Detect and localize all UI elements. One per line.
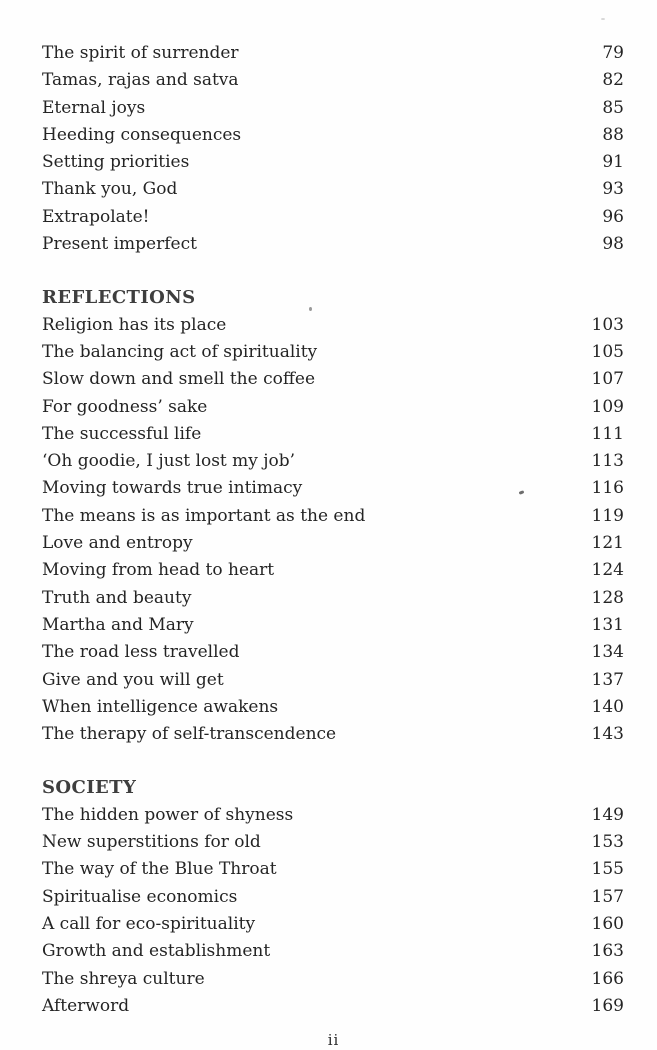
toc-entry-page-number: 113 <box>591 451 624 472</box>
toc-entry-title: Spiritualise economics <box>42 886 238 907</box>
toc-entry-title: ‘Oh goodie, I just lost my job’ <box>42 451 296 472</box>
toc-entry-row <box>42 339 624 366</box>
toc-entry-title: Martha and Mary <box>42 614 194 635</box>
toc-entry-page-number: 116 <box>591 478 624 499</box>
toc-entry-title: Slow down and smell the coffee <box>42 369 316 390</box>
toc-entry-row <box>42 475 624 502</box>
toc-entry-title: Tamas, rajas and satva <box>42 70 239 91</box>
toc-entry-title: The shreya culture <box>42 968 205 989</box>
toc-entry-page-number: 163 <box>591 941 624 962</box>
toc-entry-row <box>42 639 624 666</box>
toc-entry-title: The successful life <box>42 423 202 444</box>
scan-speck <box>309 307 312 311</box>
toc-entry-title: The balancing act of spirituality <box>42 341 318 362</box>
toc-entry-row <box>42 530 624 557</box>
toc-entry-title: The spirit of surrender <box>42 43 239 63</box>
toc-entry-title: Love and entropy <box>42 533 193 554</box>
toc-entry-title: Truth and beauty <box>42 587 192 608</box>
table-of-contents <box>42 40 624 1020</box>
toc-entry-title: The way of the Blue Throat <box>42 859 277 880</box>
toc-entry-page-number: 153 <box>591 832 624 853</box>
toc-entry-title: Give and you will get <box>42 669 224 690</box>
toc-entry-page-number: 137 <box>591 669 624 690</box>
toc-entry-row <box>42 204 624 231</box>
toc-entry-page-number: 160 <box>591 913 624 934</box>
toc-entry-page-number: 119 <box>591 505 624 526</box>
toc-entry-row <box>42 122 624 149</box>
toc-entry-row <box>42 312 624 339</box>
toc-entry-page-number: 88 <box>602 124 624 145</box>
toc-entry-row <box>42 503 624 530</box>
toc-entry-page-number: 96 <box>602 206 624 227</box>
toc-entry-row <box>42 448 624 475</box>
toc-entry-page-number: 124 <box>591 560 624 581</box>
toc-entry-page-number: 157 <box>591 886 624 907</box>
toc-entry-row <box>42 911 624 938</box>
toc-entry-row <box>42 585 624 612</box>
toc-entry-page-number: 166 <box>591 968 624 989</box>
toc-entry-title: The means is as important as the end <box>42 505 366 526</box>
toc-entry-row <box>42 829 624 856</box>
toc-entry-row <box>42 938 624 965</box>
toc-entry-title: Moving towards true intimacy <box>42 478 303 499</box>
toc-entry-row <box>42 856 624 883</box>
toc-entry-page-number: 143 <box>591 724 624 745</box>
toc-entry-title: For goodness’ sake <box>42 396 208 417</box>
toc-entry-row <box>42 721 624 748</box>
toc-entry-row <box>42 557 624 584</box>
toc-entry-row <box>42 149 624 176</box>
toc-entry-title: Setting priorities <box>42 152 190 173</box>
scan-speck <box>601 18 605 20</box>
toc-entry-title: The road less travelled <box>42 642 240 663</box>
toc-entry-title: Heeding consequences <box>42 124 242 145</box>
toc-entry-page-number: 91 <box>602 152 624 173</box>
toc-entry-title: Afterword <box>42 995 130 1016</box>
toc-entry-row <box>42 40 624 67</box>
section-heading: REFLECTIONS <box>42 287 196 309</box>
toc-entry-title: Present imperfect <box>42 234 197 255</box>
toc-entry-page-number: 111 <box>591 423 624 444</box>
toc-entry-row <box>42 802 624 829</box>
toc-entry-row <box>42 667 624 694</box>
toc-entry-row <box>42 966 624 993</box>
toc-entry-page-number: 131 <box>591 614 624 635</box>
toc-entry-title: A call for eco-spirituality <box>42 913 256 934</box>
toc-entry-title: Extrapolate! <box>42 206 150 227</box>
toc-entry-title: Thank you, God <box>42 179 178 200</box>
toc-entry-page-number: 93 <box>602 179 624 200</box>
toc-entry-page-number: 155 <box>591 859 624 880</box>
toc-entry-row <box>42 67 624 94</box>
toc-entry-title: The hidden power of shyness <box>42 804 294 825</box>
toc-entry-row <box>42 993 624 1020</box>
toc-entry-page-number: 128 <box>591 587 624 608</box>
section-heading: SOCIETY <box>42 777 137 799</box>
toc-entry-page-number: 105 <box>591 341 624 362</box>
toc-entry-title: New superstitions for old <box>42 832 261 853</box>
toc-entry-row <box>42 176 624 203</box>
toc-entry-page-number: 169 <box>591 995 624 1016</box>
toc-entry-title: Religion has its place <box>42 314 227 335</box>
toc-entry-page-number: 85 <box>602 97 624 118</box>
toc-entry-row <box>42 884 624 911</box>
toc-entry-page-number: 98 <box>602 234 624 255</box>
toc-entry-row <box>42 394 624 421</box>
toc-entry-row <box>42 231 624 258</box>
toc-entry-row <box>42 366 624 393</box>
toc-entry-page-number: 149 <box>591 804 624 825</box>
toc-entry-page-number: 79 <box>602 43 624 63</box>
toc-entry-title: When intelligence awakens <box>42 696 279 717</box>
toc-entry-title: Moving from head to heart <box>42 560 275 581</box>
toc-entry-page-number: 121 <box>591 533 624 554</box>
toc-entry-row <box>42 95 624 122</box>
toc-entry-row <box>42 612 624 639</box>
toc-entry-page-number: 109 <box>591 396 624 417</box>
toc-entry-page-number: 82 <box>602 70 624 91</box>
toc-entry-title: Eternal joys <box>42 97 146 118</box>
folio-page-number: ii <box>327 1031 340 1049</box>
toc-entry-row <box>42 694 624 721</box>
toc-entry-title: The therapy of self-transcendence <box>42 724 337 745</box>
toc-entry-page-number: 103 <box>591 314 624 335</box>
toc-entry-title: Growth and establishment <box>42 941 271 962</box>
toc-entry-page-number: 140 <box>591 696 624 717</box>
toc-entry-page-number: 107 <box>591 369 624 390</box>
toc-entry-page-number: 134 <box>591 642 624 663</box>
toc-entry-row <box>42 421 624 448</box>
